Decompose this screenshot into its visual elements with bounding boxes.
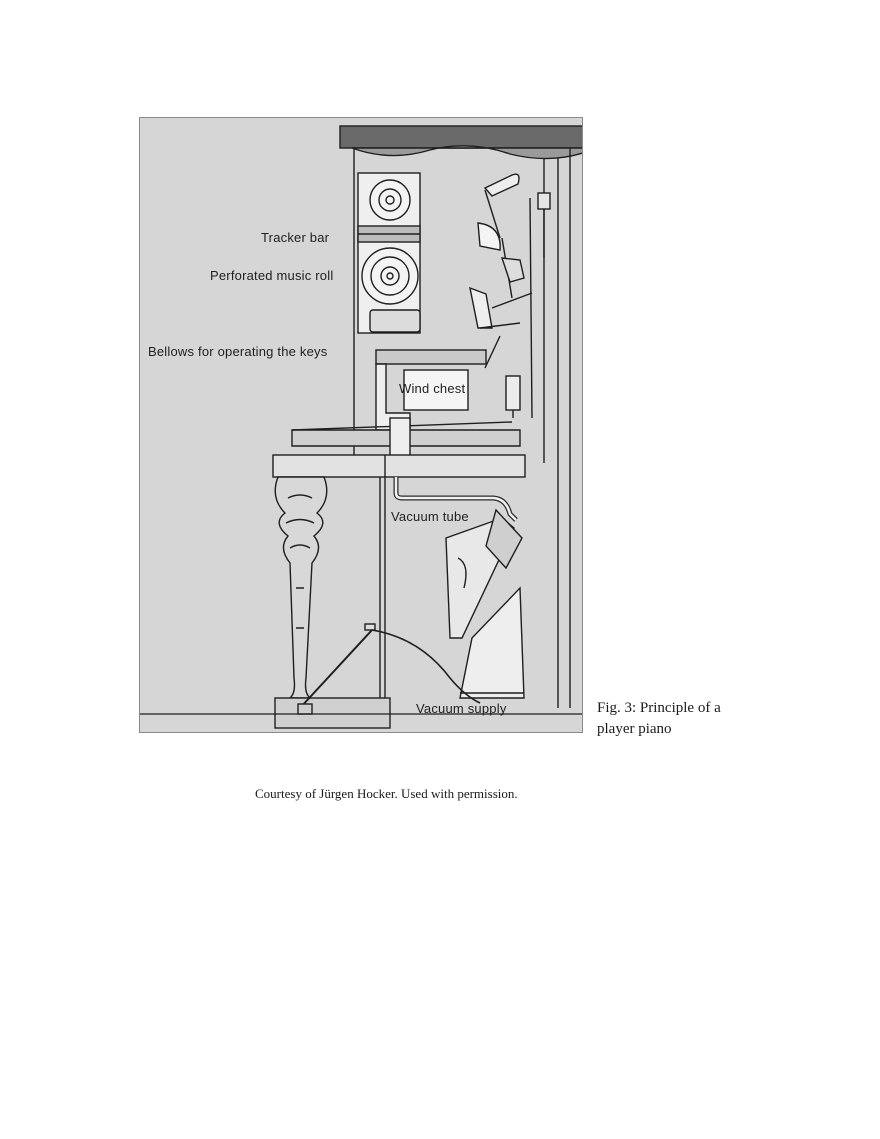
cabinet-cornice: [340, 126, 583, 148]
upper-spool: [370, 180, 410, 220]
figure-caption: [597, 698, 747, 740]
action-pin: [538, 193, 550, 209]
caption-line-2: player piano: [597, 721, 672, 737]
label-music-roll: Perforated music roll: [210, 268, 334, 283]
pedal: [365, 624, 375, 630]
piano-cross-section-drawing: [140, 118, 583, 733]
pedal-base: [275, 698, 390, 728]
label-tracker-bar: Tracker bar: [261, 230, 330, 245]
label-vacuum-tube: Vacuum tube: [391, 509, 469, 524]
key-tracker: [390, 418, 410, 458]
label-bellows: Bellows for operating the keys: [148, 344, 328, 359]
key-bed: [273, 455, 525, 477]
caption-line-1: Fig. 3: Principle of a: [597, 700, 721, 716]
cornice-drape: [352, 146, 583, 159]
label-vacuum-supply: Vacuum supply: [416, 701, 507, 716]
hammer-head: [485, 174, 519, 196]
bellows: [376, 350, 486, 364]
image-credit: Courtesy of Jürgen Hocker. Used with permission.: [255, 786, 518, 801]
player-piano-diagram: [139, 117, 583, 733]
label-wind-chest: Wind chest: [399, 381, 466, 396]
